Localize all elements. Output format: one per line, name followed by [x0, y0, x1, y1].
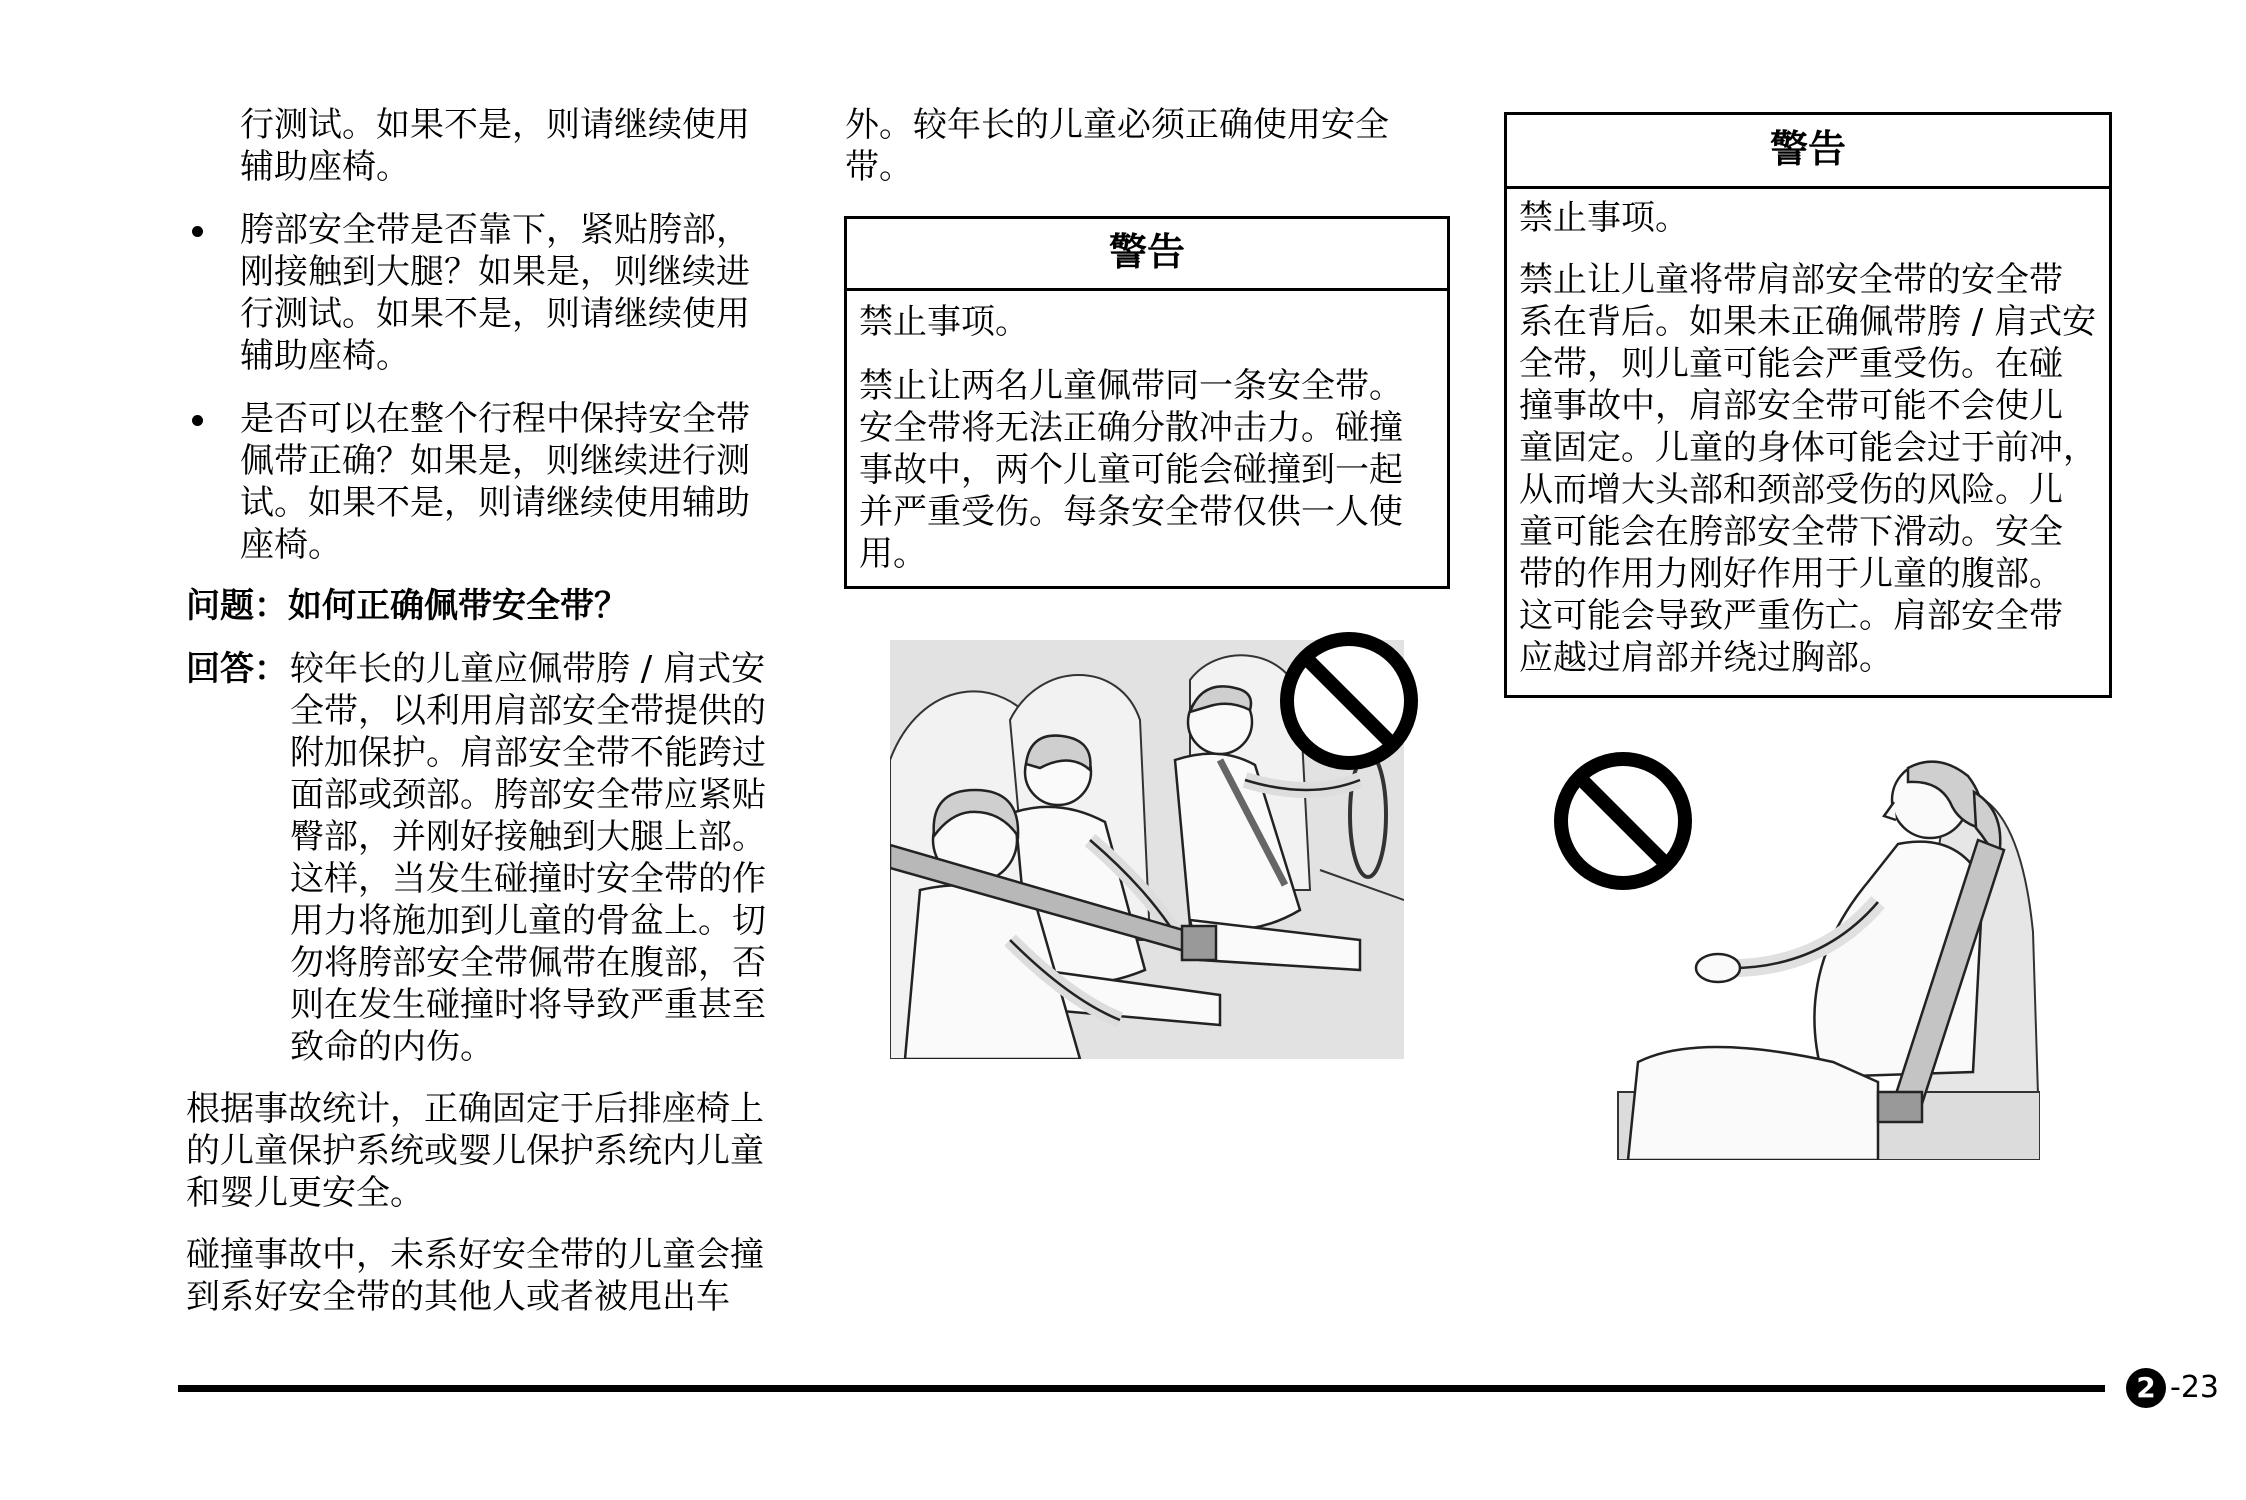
text-line: 安全带将无法正确分散冲击力。碰撞: [859, 408, 1403, 448]
paragraph: [186, 1234, 806, 1318]
text-line: 和婴儿更安全。: [186, 1173, 424, 1213]
answer-text: [290, 648, 806, 1068]
text-line: 行测试。如果不是，则请继续使用: [240, 294, 750, 334]
text-line: 较年长的儿童应佩带胯 / 肩式安: [290, 649, 766, 689]
text-line: 事故中，两个儿童可能会碰撞到一起: [859, 450, 1403, 490]
text-line: 佩带正确？如果是，则继续进行测: [240, 441, 750, 481]
bullet-dot: [192, 415, 203, 426]
warning-text: [1519, 259, 2109, 679]
text-line: 面部或颈部。胯部安全带应紧贴: [290, 775, 766, 815]
text-line: 到系好安全带的其他人或者被甩出车: [186, 1277, 730, 1317]
belt-buckle: [1182, 926, 1216, 960]
continued-text: [240, 104, 806, 188]
warning-title: 警告: [1507, 115, 2109, 189]
text-line: 附加保护。肩部安全带不能跨过: [290, 733, 766, 773]
warning-box: [844, 216, 1450, 589]
text-line: 胯部安全带是否靠下，紧贴胯部，: [240, 210, 750, 250]
text-line: 致命的内伤。: [290, 1027, 494, 1067]
footer-rule: [178, 1385, 2105, 1392]
bullet-item: [186, 398, 806, 566]
text-line: 从而增大头部和颈部受伤的风险。儿: [1519, 470, 2063, 510]
chapter-badge: 2: [2126, 1368, 2166, 1408]
warning-body: [847, 301, 1447, 575]
warning-title: 警告: [847, 219, 1447, 291]
answer-label: 回答：: [186, 649, 288, 689]
text-line: 童可能会在胯部安全带下滑动。安全: [1519, 512, 2063, 552]
bullet-item: [186, 209, 806, 377]
text-line: 并严重受伤。每条安全带仅供一人使: [859, 492, 1403, 532]
warning-body: [1507, 197, 2109, 679]
text-line: 则在发生碰撞时将导致严重甚至: [290, 985, 766, 1025]
warning-subtitle: 禁止事项。: [1519, 198, 1689, 238]
warning-box: [1504, 112, 2112, 698]
paragraph: [186, 1088, 806, 1214]
belt-buckle: [1878, 1092, 1922, 1122]
text-line: 带。: [845, 147, 913, 187]
bullet-dot: [192, 226, 203, 237]
text-line: 臀部，并刚好接触到大腿上部。: [290, 817, 766, 857]
text-line: 辅助座椅。: [240, 336, 410, 376]
text-line: 的儿童保护系统或婴儿保护系统内儿童: [186, 1131, 764, 1171]
text-line: 行测试。如果不是，则请继续使用: [240, 105, 750, 145]
text-line: 应越过肩部并绕过胸部。: [1519, 638, 1893, 678]
text-line: 禁止让儿童将带肩部安全带的安全带: [1519, 260, 2063, 300]
text-line: 禁止让两名儿童佩带同一条安全带。: [859, 366, 1403, 406]
text-line: 童固定。儿童的身体可能会过于前冲，: [1519, 428, 2097, 468]
warning-subtitle: 禁止事项。: [859, 302, 1029, 342]
text-line: 外。较年长的儿童必须正确使用安全: [845, 105, 1389, 145]
text-line: 试。如果不是，则请继续使用辅助: [240, 483, 750, 523]
text-line: 全带，则儿童可能会严重受伤。在碰: [1519, 344, 2063, 384]
prohibition-icon: [1548, 746, 1698, 896]
text-line: 带的作用力刚好作用于儿童的腹部。: [1519, 554, 2063, 594]
text-line: 座椅。: [240, 525, 342, 565]
text-line: 这可能会导致严重伤亡。肩部安全带: [1519, 596, 2063, 636]
text-line: 是否可以在整个行程中保持安全带: [240, 399, 750, 439]
text-line: 勿将胯部安全带佩带在腹部，否: [290, 943, 766, 983]
answer-block: [186, 648, 806, 1068]
warning-text: [859, 365, 1447, 575]
text-line: 辅助座椅。: [240, 147, 410, 187]
prohibition-icon: [1274, 626, 1424, 776]
text-line: 刚接触到大腿？如果是，则继续进: [240, 252, 750, 292]
text-line: 全带，以利用肩部安全带提供的: [290, 691, 766, 731]
bullet-text: [240, 398, 806, 566]
text-line: 撞事故中，肩部安全带可能不会使儿: [1519, 386, 2063, 426]
text-line: 系在背后。如果未正确佩带胯 / 肩式安: [1519, 302, 2097, 342]
left-column: [186, 104, 806, 1318]
text-line: 用。: [859, 534, 927, 574]
text-line: 用力将施加到儿童的骨盆上。切: [290, 901, 766, 941]
text-line: 根据事故统计，正确固定于后排座椅上: [186, 1089, 764, 1129]
text-line: 碰撞事故中，未系好安全带的儿童会撞: [186, 1235, 764, 1275]
question-heading: 问题：如何正确佩带安全带？: [186, 586, 628, 626]
page-number: -23: [2170, 1370, 2219, 1405]
text-line: 这样，当发生碰撞时安全带的作: [290, 859, 766, 899]
bullet-text: [240, 209, 806, 377]
continued-text: [845, 104, 1389, 188]
